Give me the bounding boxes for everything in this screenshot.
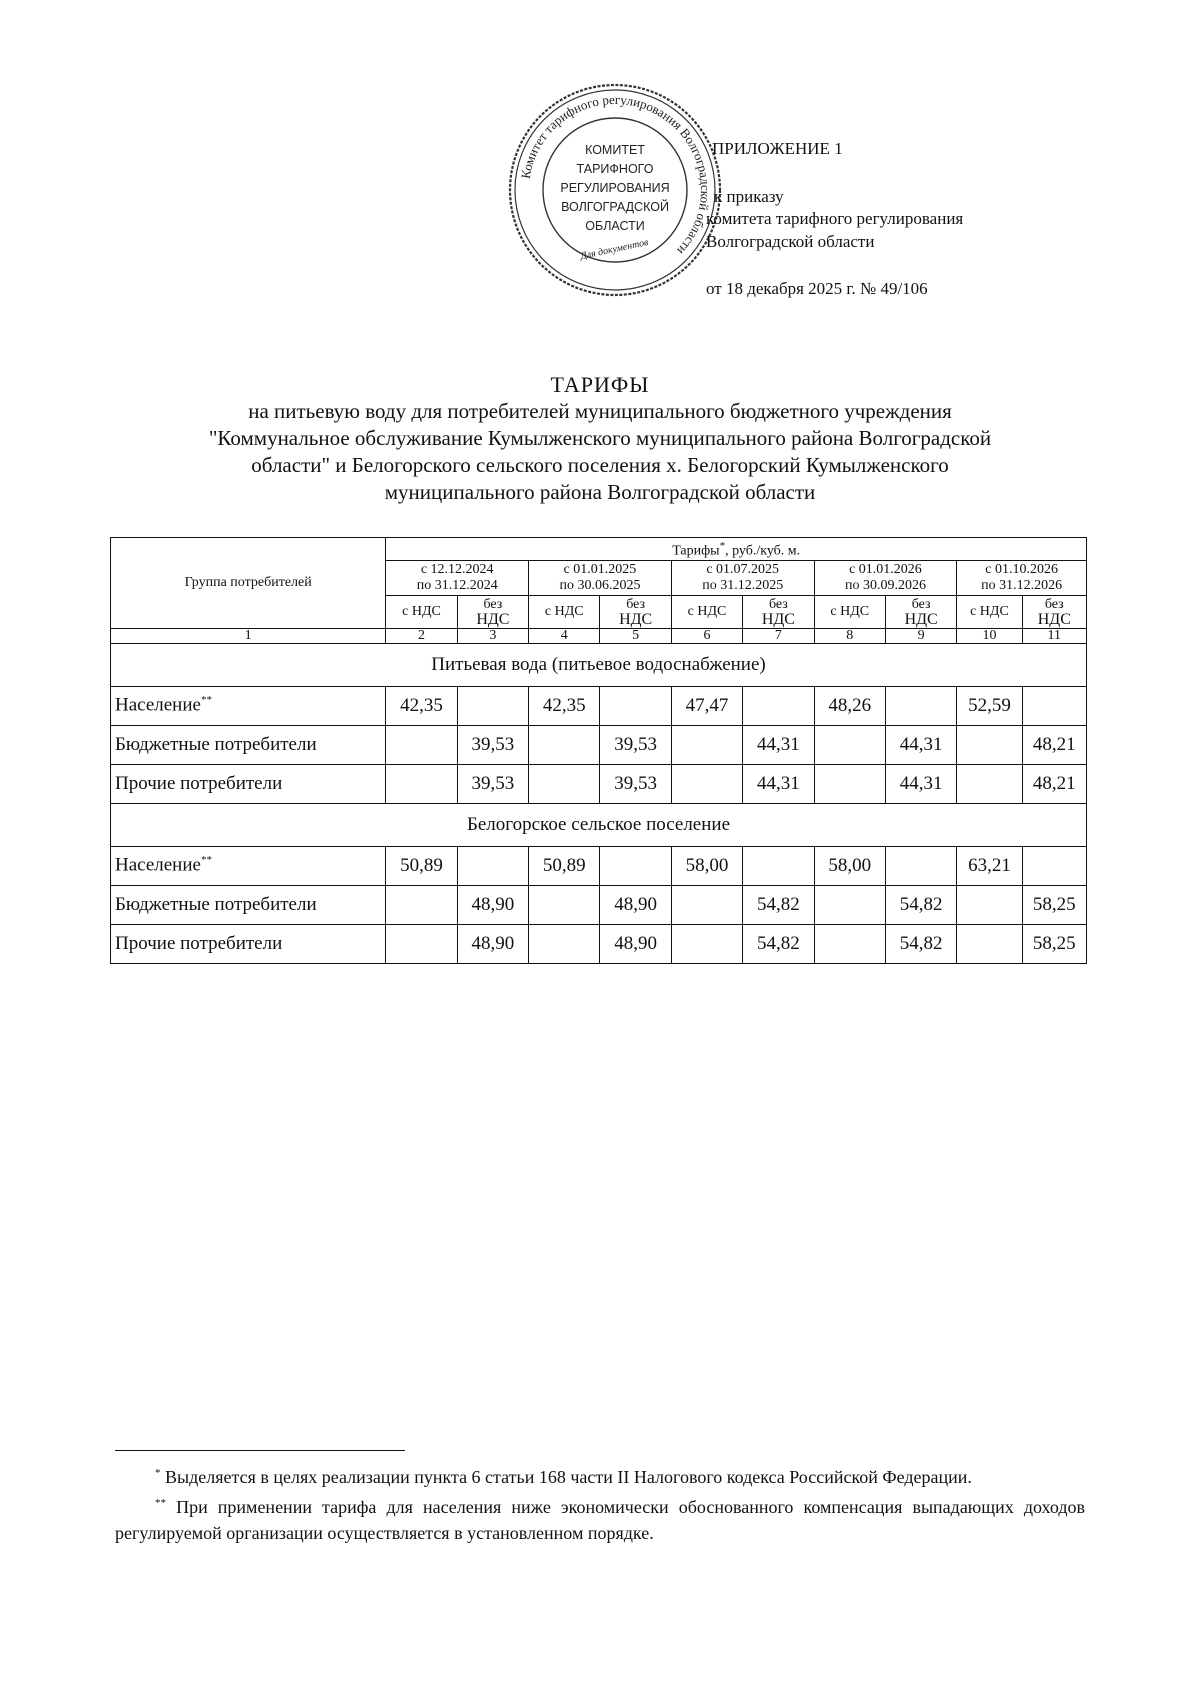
tariff-cell: 44,31 bbox=[885, 725, 956, 764]
seal-line-2: ТАРИФНОГО bbox=[576, 162, 654, 176]
tariff-cell bbox=[529, 885, 600, 924]
tariff-cell bbox=[457, 846, 528, 885]
column-number: 3 bbox=[457, 628, 528, 643]
tariff-cell: 39,53 bbox=[457, 725, 528, 764]
group-header: Группа потребителей bbox=[111, 538, 386, 629]
period-header: с 01.10.2026 по 31.12.2026 bbox=[957, 560, 1087, 595]
tariff-cell bbox=[457, 686, 528, 725]
tariffs-table bbox=[110, 537, 1087, 964]
tariff-cell bbox=[957, 764, 1022, 803]
period-header: с 12.12.2024 по 31.12.2024 bbox=[386, 560, 529, 595]
tariff-cell: 58,00 bbox=[671, 846, 742, 885]
tariff-cell bbox=[957, 924, 1022, 963]
tariff-cell bbox=[814, 725, 885, 764]
tariff-cell bbox=[743, 686, 814, 725]
tariff-cell: 58,00 bbox=[814, 846, 885, 885]
tariff-cell: 39,53 bbox=[600, 764, 671, 803]
tariff-cell: 63,21 bbox=[957, 846, 1022, 885]
seal-ring-text: Комитет тарифного регулирования Волгоградской области bbox=[517, 91, 714, 259]
tariff-cell: 44,31 bbox=[743, 764, 814, 803]
tariff-cell bbox=[671, 764, 742, 803]
tariff-cell: 48,90 bbox=[600, 924, 671, 963]
tariff-cell bbox=[600, 686, 671, 725]
tariff-cell: 58,25 bbox=[1022, 924, 1086, 963]
vat-without-header: без НДС bbox=[885, 595, 956, 628]
appendix-title: ПРИЛОЖЕНИЕ 1 bbox=[712, 139, 843, 158]
tariff-cell: 39,53 bbox=[457, 764, 528, 803]
vat-without-header: без НДС bbox=[457, 595, 528, 628]
vat-with-header: с НДС bbox=[957, 595, 1022, 628]
tariff-cell: 54,82 bbox=[885, 924, 956, 963]
tariff-cell bbox=[814, 924, 885, 963]
period-header: с 01.01.2026 по 30.09.2026 bbox=[814, 560, 957, 595]
seal-line-1: КОМИТЕТ bbox=[585, 143, 645, 157]
tariff-cell bbox=[1022, 686, 1086, 725]
tariff-cell: 44,31 bbox=[743, 725, 814, 764]
tariff-cell: 48,26 bbox=[814, 686, 885, 725]
section-title: Питьевая вода (питьевое водоснабжение) bbox=[111, 643, 1087, 686]
seal-bottom-text: Для документов bbox=[579, 236, 650, 263]
tariff-cell bbox=[386, 885, 457, 924]
tariff-cell: 54,82 bbox=[885, 885, 956, 924]
column-number: 6 bbox=[671, 628, 742, 643]
vat-with-header: с НДС bbox=[671, 595, 742, 628]
column-number: 11 bbox=[1022, 628, 1086, 643]
consumer-group-label: Бюджетные потребители bbox=[111, 725, 386, 764]
tariff-cell: 50,89 bbox=[529, 846, 600, 885]
tariff-cell: 48,21 bbox=[1022, 764, 1086, 803]
tariff-cell: 48,90 bbox=[457, 924, 528, 963]
subtitle-line-3: области" и Белогорского сельского поселения х. Белогорский Кумылженского bbox=[251, 453, 949, 477]
table-row bbox=[111, 764, 1087, 803]
appendix-line-2: комитета тарифного регулирования bbox=[706, 209, 964, 228]
tariff-cell: 48,90 bbox=[600, 885, 671, 924]
table-row bbox=[111, 885, 1087, 924]
tariff-cell bbox=[671, 725, 742, 764]
column-number: 5 bbox=[600, 628, 671, 643]
tariff-cell bbox=[885, 846, 956, 885]
appendix-date: от 18 декабря 2025 г. № 49/106 bbox=[706, 279, 928, 298]
tariff-cell: 52,59 bbox=[957, 686, 1022, 725]
consumer-group-label: Население** bbox=[111, 686, 386, 725]
tariff-cell: 39,53 bbox=[600, 725, 671, 764]
vat-with-header: с НДС bbox=[814, 595, 885, 628]
document-heading bbox=[110, 372, 1090, 506]
tariff-cell bbox=[957, 725, 1022, 764]
tariff-cell bbox=[814, 885, 885, 924]
period-header: с 01.07.2025 по 31.12.2025 bbox=[671, 560, 814, 595]
tariff-cell bbox=[600, 846, 671, 885]
section-title: Белогорское сельское поселение bbox=[111, 803, 1087, 846]
column-number: 8 bbox=[814, 628, 885, 643]
consumer-group-label: Бюджетные потребители bbox=[111, 885, 386, 924]
vat-with-header: с НДС bbox=[386, 595, 457, 628]
vat-without-header: без НДС bbox=[1022, 595, 1086, 628]
tariff-cell bbox=[529, 764, 600, 803]
seal-line-4: ВОЛГОГРАДСКОЙ bbox=[561, 200, 669, 214]
tariff-cell: 44,31 bbox=[885, 764, 956, 803]
seal-line-5: ОБЛАСТИ bbox=[585, 219, 645, 233]
tariff-cell bbox=[814, 764, 885, 803]
tariff-cell: 47,47 bbox=[671, 686, 742, 725]
footnote-2: ** При применении тарифа для населения ниже экономически обоснованного компенсация выпадающих доходов регулируемой организации осуществляется в установленном порядке. bbox=[115, 1497, 1085, 1543]
tariff-cell bbox=[671, 885, 742, 924]
column-number: 7 bbox=[743, 628, 814, 643]
tariff-cell: 54,82 bbox=[743, 885, 814, 924]
tariff-cell: 42,35 bbox=[386, 686, 457, 725]
subtitle-line-2: "Коммунальное обслуживание Кумылженского муниципального района Волгоградской bbox=[208, 426, 992, 450]
tariff-cell bbox=[529, 725, 600, 764]
vat-with-header: с НДС bbox=[529, 595, 600, 628]
column-number: 2 bbox=[386, 628, 457, 643]
tariff-cell: 50,89 bbox=[386, 846, 457, 885]
consumer-group-label: Прочие потребители bbox=[111, 924, 386, 963]
period-header: с 01.01.2025 по 30.06.2025 bbox=[529, 560, 672, 595]
tariff-cell bbox=[885, 686, 956, 725]
tariff-cell: 54,82 bbox=[743, 924, 814, 963]
tariff-cell: 48,90 bbox=[457, 885, 528, 924]
tariff-cell bbox=[529, 924, 600, 963]
tariff-cell bbox=[386, 764, 457, 803]
tariff-cell: 48,21 bbox=[1022, 725, 1086, 764]
column-number: 4 bbox=[529, 628, 600, 643]
seal-line-3: РЕГУЛИРОВАНИЯ bbox=[560, 181, 670, 195]
footnote-separator bbox=[115, 1450, 405, 1451]
table-row bbox=[111, 846, 1087, 885]
tariff-cell: 58,25 bbox=[1022, 885, 1086, 924]
appendix-line-3: Волгоградской области bbox=[706, 232, 875, 251]
tariff-cell: 42,35 bbox=[529, 686, 600, 725]
subtitle-line-4: муниципального района Волгоградской области bbox=[384, 480, 816, 504]
official-seal bbox=[505, 80, 725, 300]
table-row bbox=[111, 725, 1087, 764]
document-title: ТАРИФЫ bbox=[550, 372, 650, 397]
tariff-cell bbox=[386, 924, 457, 963]
vat-without-header: без НДС bbox=[743, 595, 814, 628]
column-number: 1 bbox=[111, 628, 386, 643]
tariff-cell bbox=[957, 885, 1022, 924]
consumer-group-label: Население** bbox=[111, 846, 386, 885]
tariff-cell bbox=[743, 846, 814, 885]
table-row bbox=[111, 924, 1087, 963]
tariff-cell bbox=[671, 924, 742, 963]
footnote-1: * Выделяется в целях реализации пункта 6 статьи 168 части II Налогового кодекса Российской Федерации. bbox=[155, 1467, 972, 1487]
footnotes bbox=[115, 1460, 1085, 1546]
tariffs-header: Тарифы*, руб./куб. м. bbox=[386, 538, 1087, 561]
consumer-group-label: Прочие потребители bbox=[111, 764, 386, 803]
appendix-line-1: к приказу bbox=[714, 187, 784, 206]
tariff-cell bbox=[386, 725, 457, 764]
table-row bbox=[111, 686, 1087, 725]
vat-without-header: без НДС bbox=[600, 595, 671, 628]
column-number: 9 bbox=[885, 628, 956, 643]
tariff-cell bbox=[1022, 846, 1086, 885]
subtitle-line-1: на питьевую воду для потребителей муниципального бюджетного учреждения bbox=[248, 399, 952, 423]
column-number: 10 bbox=[957, 628, 1022, 643]
